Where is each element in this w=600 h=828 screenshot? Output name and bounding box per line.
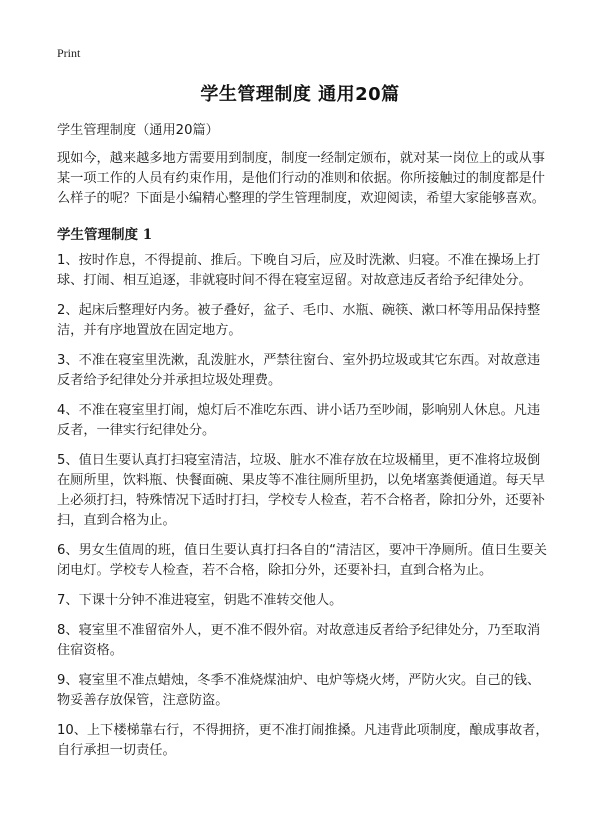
intro-paragraph: 现如今，越来越多地方需要用到制度，制度一经制定颁布，就对某一岗位上的或从事某一项工作的人员有约束作用，是他们行动的准则和依据。你所接触过的制度都是什么样子的呢？下面是小编精心整理的学生管理制度，欢迎阅读，希望大家能够喜欢。 bbox=[57, 151, 545, 206]
rule-paragraph-10: 10、上下楼梯靠右行，不得拥挤，更不准打闹推搡。凡违背此项制度，酿成事故者，自行承担一切责任。 bbox=[57, 723, 549, 758]
rule-paragraph-8: 8、寝室里不准留宿外人，更不准不假外宿。对故意违反者给予纪律处分，乃至取消住宿资格。 bbox=[57, 623, 541, 658]
section-heading: 学生管理制度 1 bbox=[57, 227, 153, 243]
document-body bbox=[57, 121, 549, 771]
page-title: 学生管理制度 通用20篇 bbox=[200, 84, 400, 105]
rule-paragraph-6: 6、男女生值周的班，值日生要认真打扫各自的“清洁区，要冲干净厕所。值日生要关闭电灯。学校专人检查，若不合格，除扣分外，还要补扫，直到合格为止。 bbox=[57, 543, 547, 578]
document-subtitle: 学生管理制度（通用20篇） bbox=[57, 123, 219, 138]
rule-paragraph-9: 9、寝室里不准点蜡烛，冬季不准烧煤油炉、电炉等烧火烤，严防火灾。自己的钱、物妥善存放保管，注意防盗。 bbox=[57, 673, 541, 708]
rule-paragraph-7: 7、下课十分钟不准进寝室，钥匙不准转交他人。 bbox=[57, 593, 343, 608]
rule-paragraph-5: 5、值日生要认真打扫寝室清洁，垃圾、脏水不准存放在垃圾桶里，更不准将垃圾倒在厕所里，饮料瓶、快餐面碗、果皮等不准往厕所里扔，以免堵塞粪便通道。每天早上必须打扫，特殊情况下适时打扫，学校专人检查，若不合格者，除扣分外，还要补扫，直到合格为止。 bbox=[57, 453, 545, 528]
rule-paragraph-2: 2、起床后整理好内务。被子叠好，盆子、毛巾、水瓶、碗筷、漱口杯等用品保持整洁，并有序地置放在固定地方。 bbox=[57, 303, 541, 338]
rule-paragraph-4: 4、不准在寝室里打闹，熄灯后不准吃东西、讲小话乃至吵闹，影响别人休息。凡违反者，一律实行纪律处分。 bbox=[57, 403, 541, 438]
rule-paragraph-1: 1、按时作息，不得提前、推后。下晚自习后，应及时洗漱、归寝。不准在操场上打球、打闹、相互追逐，非就寝时间不得在寝室逗留。对故意违反者给予纪律处分。 bbox=[57, 253, 541, 288]
rule-paragraph-3: 3、不准在寝室里洗漱，乱泼脏水，严禁往窗台、室外扔垃圾或其它东西。对故意违反者给予纪律处分并承担垃圾处理费。 bbox=[57, 353, 541, 388]
print-link[interactable]: Print bbox=[57, 46, 81, 60]
